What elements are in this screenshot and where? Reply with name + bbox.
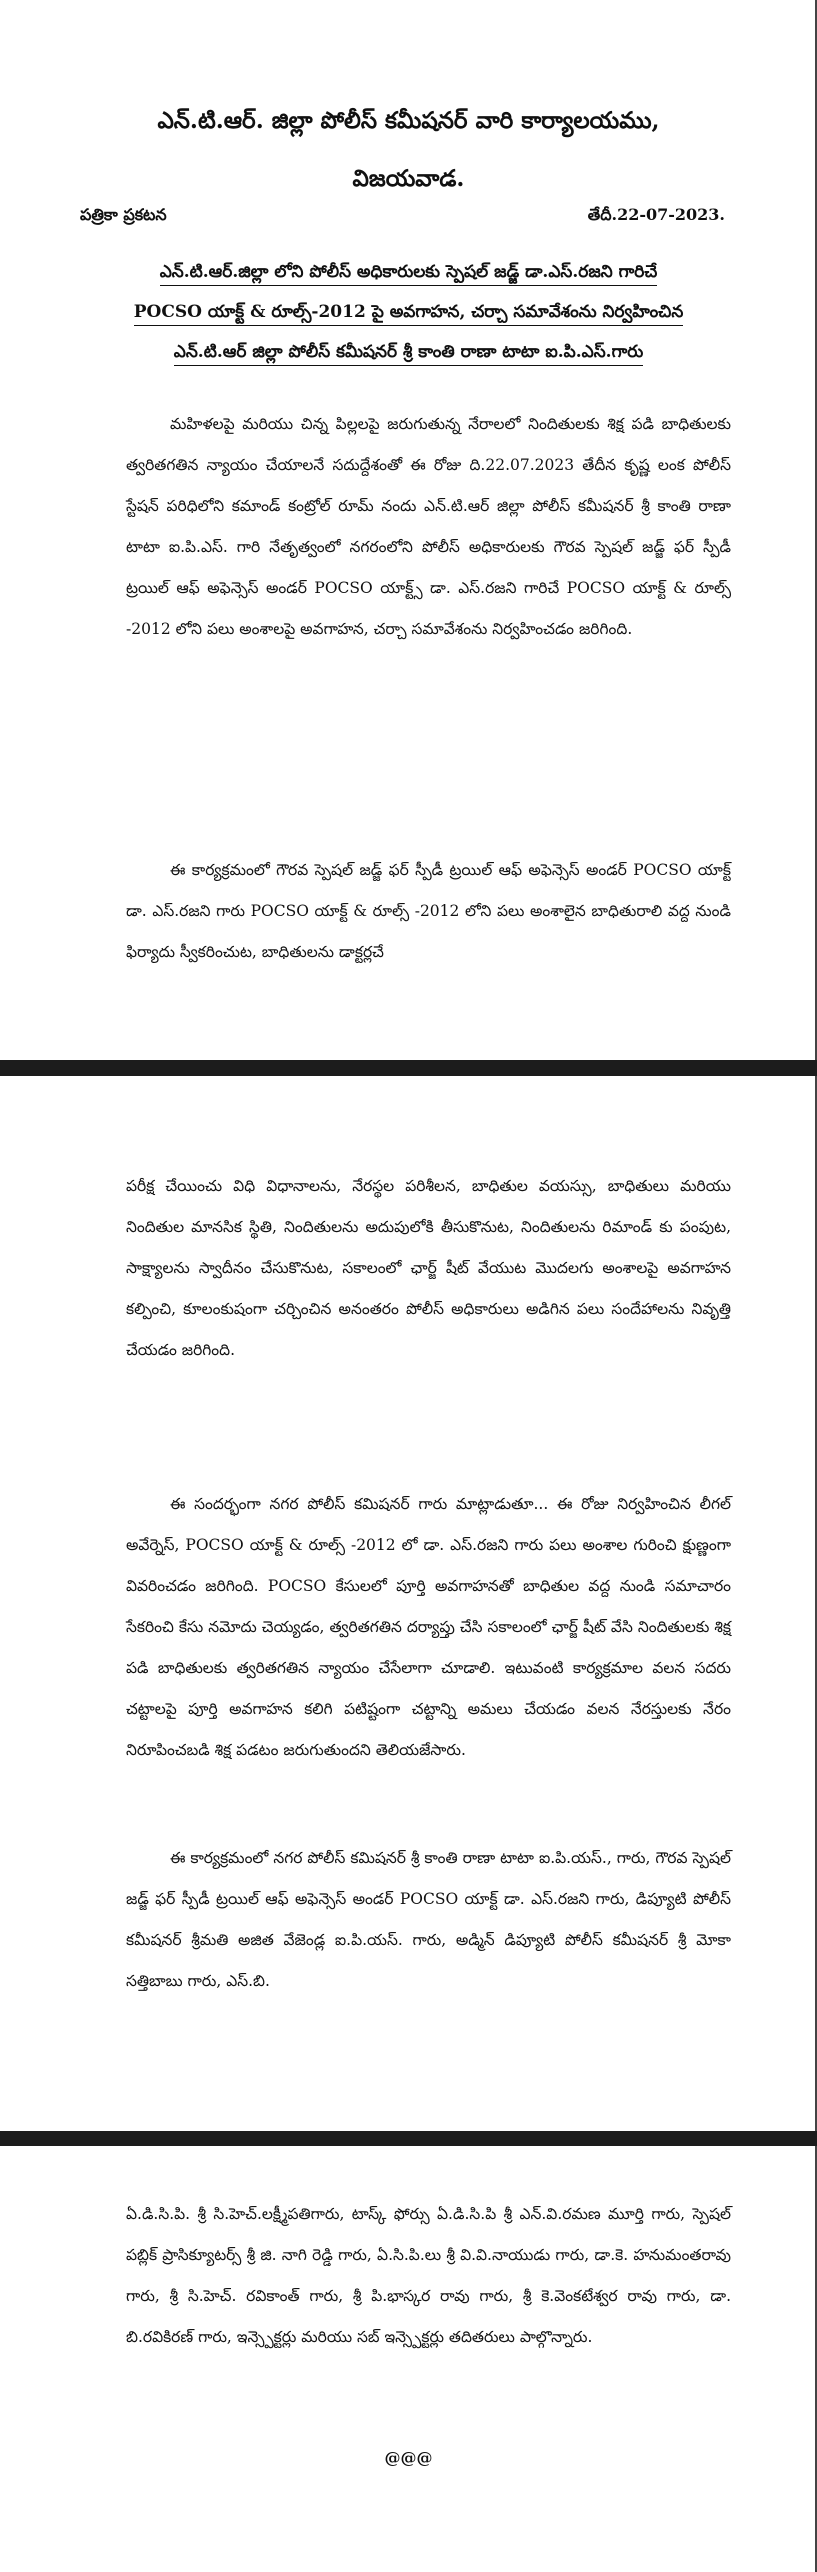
page-separator: [0, 2131, 817, 2146]
release-date: తేదీ.22-07-2023.: [587, 205, 725, 224]
body-paragraph-6: ఏ.డి.సి.పి. శ్రీ సి.హెచ్.లక్ష్మీపతిగారు, టాస్క్ ఫోర్సు ఏ.డి.సి.పి శ్రీ ఎన్.వి.రమణ మూర్తి గారు, స్పెషల్ పబ్లిక్ ప్రాసిక్యూటర్స్ శ్రీ జి. నాగి రెడ్డి గారు, ఏ.సి.పి.లు శ్రీ వి.వి.నాయుడు గారు, డా.కె. హనుమంతరావు గారు, శ్రీ సి.హెచ్. రవికాంత్ గారు, శ్రీ పి.భాస్కర రావు గారు, శ్రీ కె.వెంకటేశ్వర రావు గారు, డా. బి.రవికిరణ్ గారు, ఇన్స్పెక్టర్లు మరియు సబ్ ఇన్స్పెక్టర్లు తదితరులు పాల్గొన్నారు.: [126, 2204, 731, 2346]
body-paragraph-4: ఈ సందర్భంగా నగర పోలీస్ కమిషనర్ గారు మాట్లాడుతూ... ఈ రోజు నిర్వహించిన లీగల్ అవేర్నెస్, POCSO యాక్ట్ & రూల్స్ -2012 లో డా. ఎస్.రజని గారు పలు అంశాల గురించి క్షుణ్ణంగా వివరించడం జరిగింది. POCSO కేసులలో పూర్తి అవగాహనతో బాధితుల వద్ద నుండి సమాచారం సేకరించి కేసు నమోదు చెయ్యడం, త్వరితగతిన దర్యాప్తు చేసి సకాలంలో ఛార్జ్ షీట్ వేసి నిందితులకు శిక్ష పడి బాధితులకు త్వరితగతిన న్యాయం చేసేలాగా చూడాలి. ఇటువంటి కార్యక్రమాల వలన సదరు చట్టాలపై పూర్తి అవగాహన కలిగి పటిష్టంగా చట్టాన్ని అమలు చేయడం వలన నేరస్తులకు నేరం నిరూపించబడి శిక్ష పడటం జరుగుతుందని తెలియజేసారు.: [126, 1494, 731, 1759]
press-release-label: పత్రికా ప్రకటన: [80, 205, 167, 224]
body-paragraph-2: ఈ కార్యక్రమంలో గౌరవ స్పెషల్ జడ్జ్ ఫర్ స్పీడీ ట్రయిల్ ఆఫ్ అఫెన్సెస్ అండర్ POCSO యాక్ట్ డా. ఎస్.రజని గారు POCSO యాక్ట్ & రూల్స్ -2012 లోని పలు అంశాలైన బాధితురాలి వద్ద నుండి ఫిర్యాదు స్వీకరించుట, బాధితులను డాక్టర్లచే: [126, 860, 731, 961]
headline-line3: ఎన్.టి.ఆర్ జిల్లా పోలీస్ కమీషనర్ శ్రీ కాంతి రాణా టాటా ఐ.పి.ఎస్.గారు: [174, 342, 643, 366]
headline-line1: ఎన్.టి.ఆర్.జిల్లా లోని పోలీస్ అధికారులకు స్పెషల్ జడ్జ్ డా.ఎస్.రజని గారిచే: [160, 262, 658, 286]
body-paragraph-3: పరీక్ష చేయించు విధి విధానాలను, నేరస్థల పరిశీలన, బాధితుల వయస్సు, బాధితులు మరియు నిందితుల మానసిక స్థితి, నిందితులను అదుపులోకి తీసుకొనుట, నిందితులను రిమాండ్ కు పంపుట, సాక్ష్యాలను స్వాదీనం చేసుకొనుట, సకాలంలో ఛార్జ్ షీట్ వేయుట మొదలగు అంశాలపై అవగాహన కల్పించి, కూలంకుషంగా చర్చించిన అనంతరం పోలీస్ అధికారులు అడిగిన పలు సందేహాలను నివృత్తి చేయడం జరిగింది.: [126, 1176, 731, 1359]
headline-line2: POCSO యాక్ట్ & రూల్స్-2012 పై అవగాహన, చర్చా సమావేశంను నిర్వహించిన: [134, 302, 684, 326]
office-title: [0, 92, 817, 208]
page-separator: [0, 1060, 817, 1076]
headline: [0, 252, 817, 372]
page-1: [0, 0, 817, 1060]
office-title-line2: విజయవాడ.: [352, 165, 465, 192]
end-mark: @@@: [384, 2448, 433, 2467]
body-paragraph-1: మహిళలపై మరియు చిన్న పిల్లలపై జరుగుతున్న నేరాలలో నిందితులకు శిక్ష పడి బాధితులకు త్వరితగతిన న్యాయం చేయాలనే సదుద్దేశంతో ఈ రోజు ది.22.07.2023 తేదీన కృష్ణ లంక పోలీస్ స్టేషన్ పరిధిలోని కమాండ్ కంట్రోల్ రూమ్ నందు ఎన్.టి.ఆర్ జిల్లా పోలీస్ కమీషనర్ శ్రీ కాంతి రాణా టాటా ఐ.పి.ఎస్. గారి నేతృత్వంలో నగరంలోని పోలీస్ అధికారులకు గౌరవ స్పెషల్ జడ్జ్ ఫర్ స్పీడీ ట్రయిల్ ఆఫ్ అఫెన్సెస్ అండర్ POCSO యాక్ట్స్ డా. ఎస్.రజని గారిచే POCSO యాక్ట్ & రూల్స్ -2012 లోని పలు అంశాలపై అవగాహన, చర్చా సమావేశంను నిర్వహించడం జరిగింది.: [126, 414, 731, 638]
office-title-line1: ఎన్.టి.ఆర్. జిల్లా పోలీస్ కమీషనర్ వారి కార్యాలయము,: [157, 107, 660, 134]
body-paragraph-5: ఈ కార్యక్రమంలో నగర పోలీస్ కమిషనర్ శ్రీ కాంతి రాణా టాటా ఐ.పి.యస్., గారు, గౌరవ స్పెషల్ జడ్జ్ ఫర్ స్పీడీ ట్రయిల్ ఆఫ్ అఫెన్సెస్ అండర్ POCSO యాక్ట్ డా. ఎస్.రజని గారు, డిప్యూటి పోలీస్ కమీషనర్ శ్రీమతి అజిత వేజెండ్ల ఐ.పి.యస్. గారు, అడ్మిన్ డిప్యూటి పోలీస్ కమీషనర్ శ్రీ మోకా సత్తిబాబు గారు, ఎస్.బి.: [126, 1848, 731, 1990]
